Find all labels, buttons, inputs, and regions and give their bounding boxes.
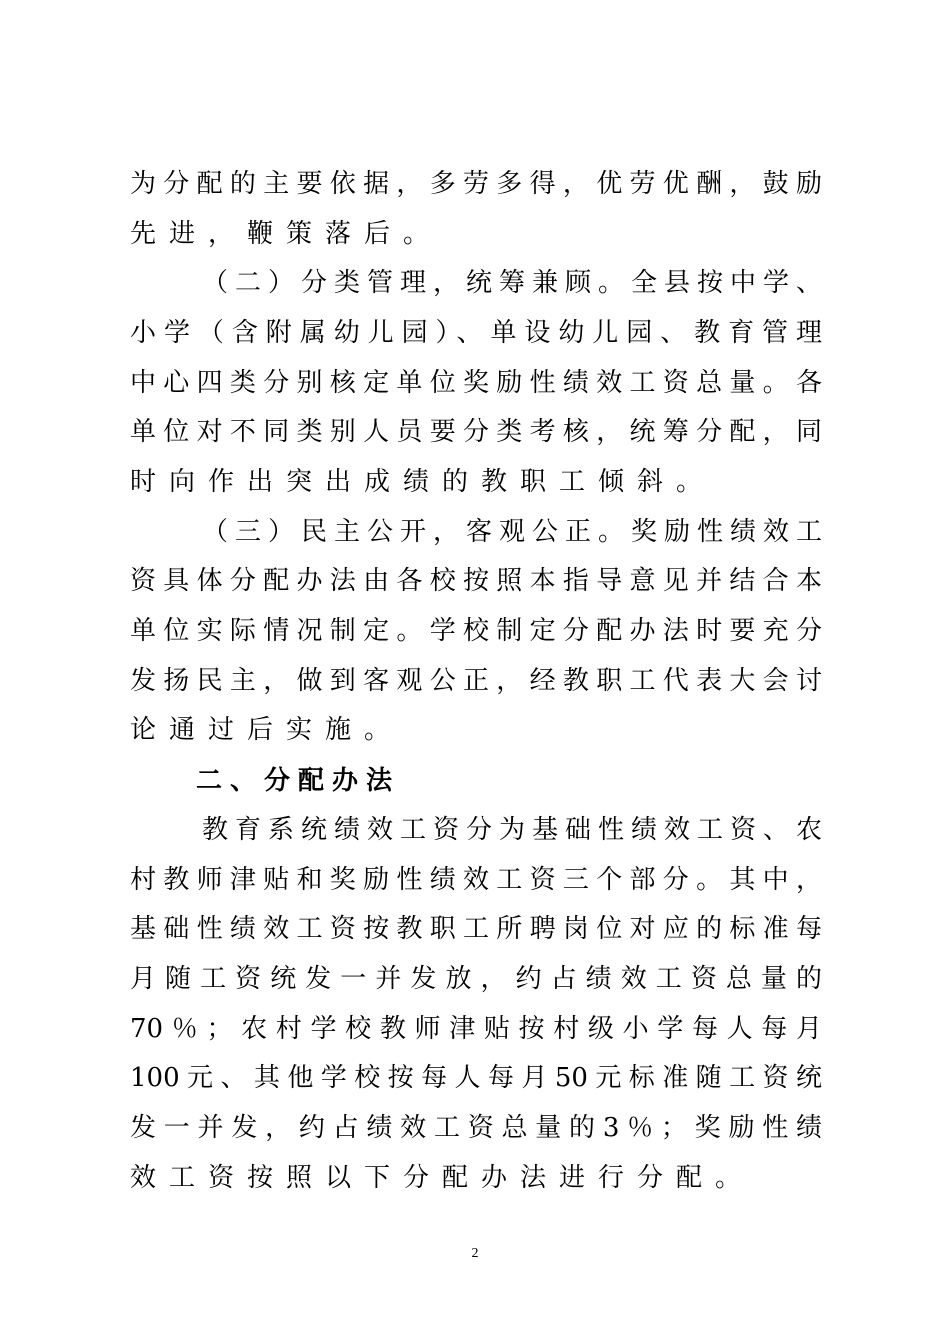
paragraph-line: 论通过后实施。 <box>130 715 404 745</box>
paragraph-line: 中心四类分别核定单位奖励性绩效工资总量。各 <box>130 368 822 398</box>
page-number: 2 <box>471 1246 479 1261</box>
paragraph-line: 70％；农村学校教师津贴按村级小学每人每月 <box>130 1014 822 1044</box>
paragraph-line: 资具体分配办法由各校按照本指导意见并结合本 <box>130 566 822 596</box>
paragraph-line: 小学（含附属幼儿园）、单设幼儿园、教育管理 <box>130 318 822 348</box>
paragraph-line: 教育系统绩效工资分为基础性绩效工资、农 <box>202 815 822 845</box>
paragraph-line: 基础性绩效工资按教职工所聘岗位对应的标准每 <box>130 914 822 944</box>
paragraph-line: 单位对不同类别人员要分类考核，统筹分配，同 <box>130 417 822 447</box>
paragraph-line: 村教师津贴和奖励性绩效工资三个部分。其中， <box>130 865 822 895</box>
paragraph-line: 发一并发，约占绩效工资总量的3％；奖励性绩 <box>130 1113 822 1143</box>
paragraph-line: 月随工资统发一并发放，约占绩效工资总量的 <box>130 964 822 994</box>
section-heading: 二、分配办法 <box>196 766 401 796</box>
paragraph-line: （三）民主公开，客观公正。奖励性绩效工 <box>202 517 822 547</box>
paragraph-line: 100元、其他学校按每人每月50元标准随工资统 <box>130 1063 822 1093</box>
paragraph-line: （二）分类管理，统筹兼顾。全县按中学、 <box>202 268 822 298</box>
paragraph-line: 效工资按照以下分配办法进行分配。 <box>130 1163 755 1193</box>
paragraph-line: 先进，鞭策落后。 <box>130 219 443 249</box>
paragraph-line: 时向作出突出成绩的教职工倾斜。 <box>130 467 716 497</box>
paragraph-line: 发扬民主，做到客观公正，经教职工代表大会讨 <box>130 666 822 696</box>
paragraph-line: 为分配的主要依据，多劳多得，优劳优酬，鼓励 <box>130 169 822 199</box>
paragraph-line: 单位实际情况制定。学校制定分配办法时要充分 <box>130 616 822 646</box>
